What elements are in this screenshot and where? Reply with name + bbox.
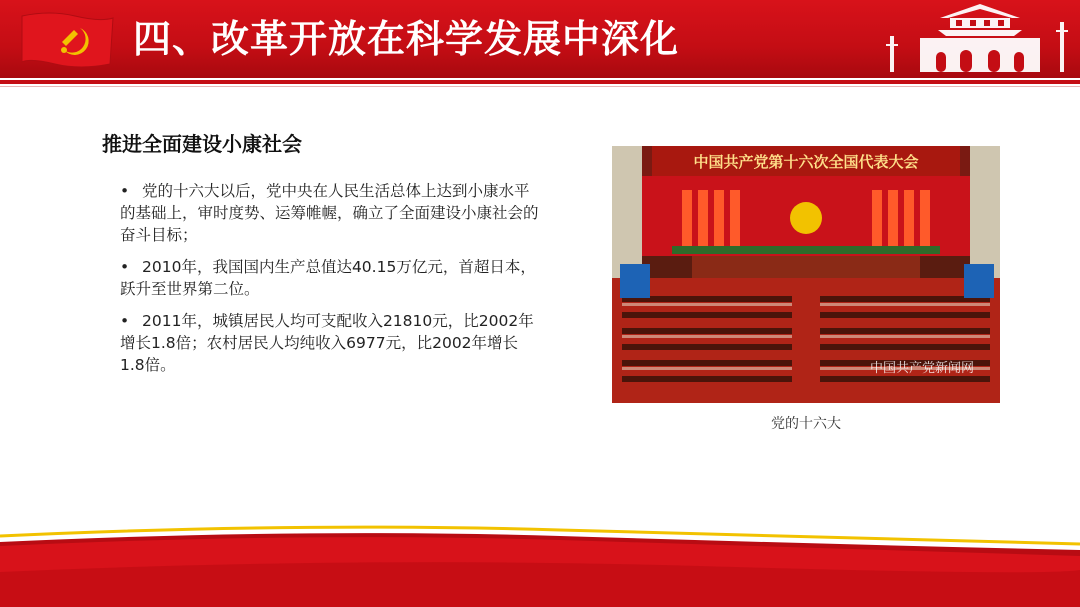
- bullet-marker: •: [120, 312, 130, 330]
- bullet-list: [120, 180, 540, 386]
- congress-photo: [612, 146, 1000, 403]
- bullet-item: [120, 310, 540, 376]
- bullet-marker: •: [120, 182, 130, 200]
- party-flag-icon: [20, 10, 115, 70]
- tiananmen-icon: [880, 0, 1080, 80]
- bullet-text: 2010年，我国国内生产总值达40.15万亿元，首超日本，跃升至世界第二位。: [120, 258, 536, 298]
- bullet-marker: •: [120, 258, 130, 276]
- header-divider-thin: [0, 86, 1080, 87]
- page-title: 四、改革开放在科学发展中深化: [133, 17, 680, 61]
- section-subtitle: 推进全面建设小康社会: [102, 132, 302, 156]
- photo-watermark: 中国共产党新闻网: [869, 361, 975, 376]
- header-divider: [0, 80, 1080, 84]
- bullet-text: 党的十六大以后，党中央在人民生活总体上达到小康水平的基础上，审时度势、运筹帷幄，确立了全面建设小康社会的奋斗目标；: [120, 182, 539, 244]
- footer-wave: [0, 520, 1080, 607]
- photo-banner-text: 中国共产党第十六次全国代表大会: [693, 153, 919, 171]
- bullet-item: [120, 256, 540, 300]
- bullet-text: 2011年，城镇居民人均可支配收入21810元，比2002年增长1.8倍；农村居民人均纯收入6977元，比2002年增长1.8倍。: [120, 312, 534, 374]
- photo-caption: 党的十六大: [771, 416, 841, 432]
- bullet-item: [120, 180, 540, 246]
